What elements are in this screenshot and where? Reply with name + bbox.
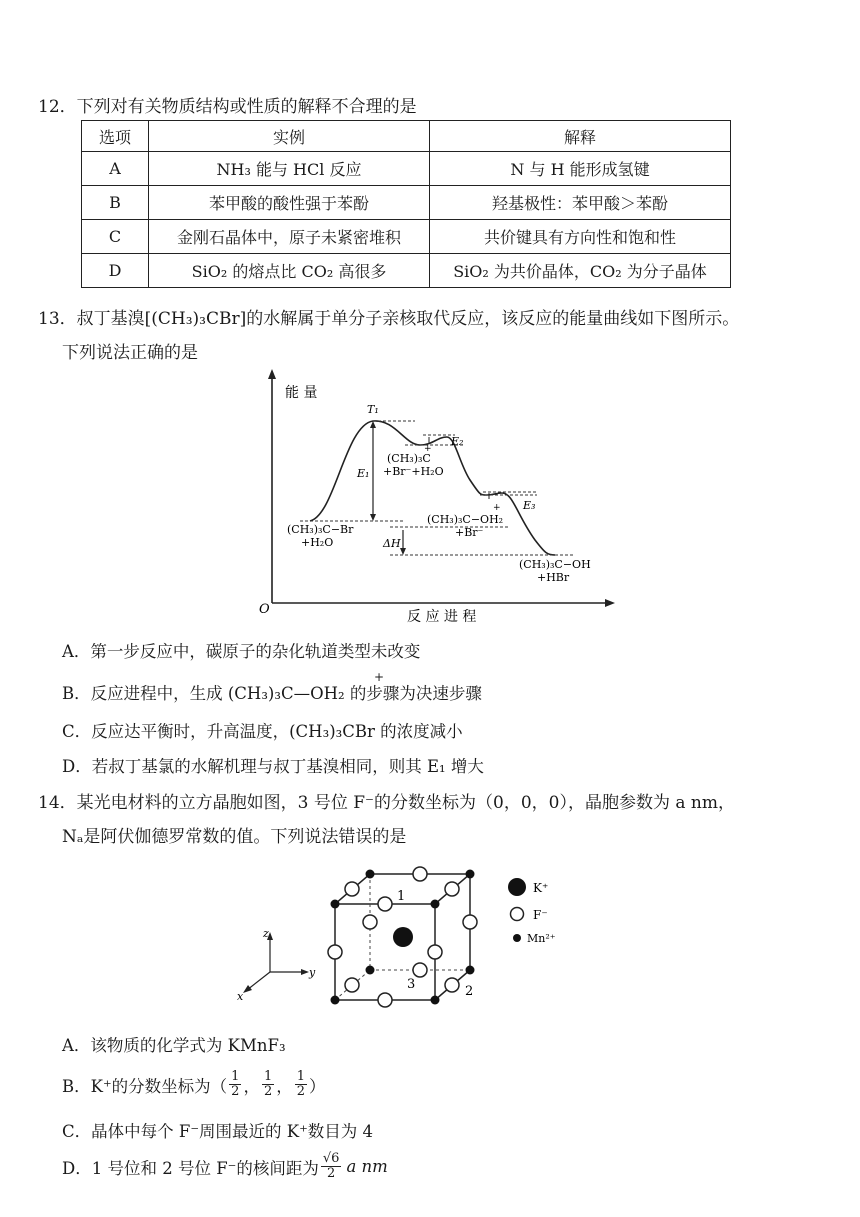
e3-label: E₃ [523,499,536,512]
q12-stem: 12．下列对有关物质结构或性质的解释不合理的是 [38,97,417,117]
legend-mn-label: Mn²⁺ [527,932,556,945]
table-row [82,152,731,186]
row-example: 苯甲酸的酸性强于苯酚 [149,186,430,220]
q13-option-b: B．反应进程中，生成 (CH₃)₃C—OH₂ 的步骤为决速步骤 [62,684,482,703]
origin-label: O [259,602,270,617]
header-example: 实例 [149,121,430,152]
x-axis-arrowhead [243,985,252,993]
table-row [82,186,731,220]
q13-option-d: D．若叔丁基氯的水解机理与叔丁基溴相同，则其 E₁ 增大 [62,757,484,776]
inter2-plus: + [493,503,501,513]
position-1-label: 1 [397,889,406,904]
x-axis-label: x [237,990,244,1003]
q14-option-b [62,1070,326,1099]
separator: ， [243,1076,260,1096]
q14-option-d-suffix: a nm [346,1157,388,1176]
q14-option-a: A．该物质的化学式为 KMnF₃ [62,1036,286,1055]
q14-stem-line2: Nₐ是阿伏伽德罗常数的值。下列说法错误的是 [62,827,407,847]
row-option: A [82,152,149,186]
legend-f-label: F⁻ [533,908,548,922]
product-label-2: +HBr [537,571,570,584]
row-explanation: 羟基极性：苯甲酸＞苯酚 [430,186,731,220]
q14-option-c: C．晶体中每个 F⁻周围最近的 K⁺数目为 4 [62,1122,374,1141]
energy-diagram [255,365,625,630]
row-example: 金刚石晶体中，原子未紧密堆积 [149,220,430,254]
y-axis-label: y [309,966,316,979]
e2-label: E₂ [451,435,464,448]
fraction-num: 1 [263,1069,273,1084]
row-option: C [82,220,149,254]
x-axis-label: 反 应 进 程 [407,609,477,625]
x-axis-arrow [605,599,615,607]
table-header-row [82,121,731,152]
table-row [82,254,731,288]
legend-k-label: K⁺ [533,881,549,895]
separator: ， [276,1076,293,1096]
position-2-label: 2 [465,984,474,999]
dh-label: ΔH [383,537,401,550]
q12-table [81,120,731,288]
inter1-label-2: +Br⁻+H₂O [383,465,444,478]
z-axis-label: z [263,927,269,940]
e1-label: E₁ [357,467,370,480]
legend-mn-icon [513,934,521,942]
q14-option-b-suffix: ） [309,1076,326,1096]
legend-k-icon [508,878,526,896]
legend-f-icon [511,908,524,921]
q13-option-a: A．第一步反应中，碳原子的杂化轨道类型未改变 [62,642,421,661]
k-ion [393,927,413,947]
fraction-den: 2 [263,1084,273,1099]
product-label-1: (CH₃)₃C−OH [519,558,591,571]
row-explanation: N 与 H 能形成氢键 [430,152,731,186]
q13-option-b-plus: + [374,670,385,684]
inter1-plus: + [424,444,432,454]
q13-stem-line1: 13．叔丁基溴[(CH₃)₃CBr]的水解属于单分子亲核取代反应，该反应的能量曲线如下图所示。 [38,309,740,329]
dh-arrowhead [400,548,406,555]
q14-stem-line1: 14．某光电材料的立方晶胞如图，3 号位 F⁻的分数坐标为（0，0，0），晶胞参数为 a nm， [38,793,735,813]
fraction [295,1070,307,1099]
fraction [321,1152,342,1181]
fraction-den: 2 [231,1084,240,1099]
x-axis-arrow [247,972,270,990]
fraction [262,1070,274,1099]
e1-arrowhead-down [370,514,376,521]
q14-option-d-prefix: D．1 号位和 2 号位 F⁻的核间距为 [62,1158,319,1178]
fraction-num: √6 [322,1151,340,1166]
q14-option-d [62,1152,388,1181]
fraction [229,1070,241,1099]
q14-option-b-prefix: B．K⁺的分数坐标为（ [62,1076,228,1096]
row-example: NH₃ 能与 HCl 反应 [149,152,430,186]
fraction-den: 2 [327,1166,336,1181]
crystal-cell-diagram [225,852,585,1017]
header-option: 选项 [82,121,149,152]
row-option: B [82,186,149,220]
y-axis-label: 能 量 [285,385,318,401]
y-axis-arrowhead [301,969,309,975]
q13-option-b-wrap [62,672,562,706]
q13-stem-line2: 下列说法正确的是 [62,343,198,363]
reactant-label-1: (CH₃)₃C−Br [287,523,354,536]
row-option: D [82,254,149,288]
q13-option-c: C．反应达平衡时，升高温度，(CH₃)₃CBr 的浓度减小 [62,722,463,741]
fraction-den: 2 [296,1084,306,1099]
table-row [82,220,731,254]
fraction-num: 1 [231,1069,240,1084]
inter2-label-2: +Br⁻ [455,526,484,539]
t1-label: T₁ [367,403,379,416]
row-example: SiO₂ 的熔点比 CO₂ 高很多 [149,254,430,288]
reactant-label-2: +H₂O [301,536,334,549]
inter1-label-1: (CH₃)₃C [387,452,431,465]
row-explanation: 共价键具有方向性和饱和性 [430,220,731,254]
position-3-label: 3 [407,977,416,992]
fraction-num: 1 [296,1069,306,1084]
row-explanation: SiO₂ 为共价晶体，CO₂ 为分子晶体 [430,254,731,288]
inter2-label-1: (CH₃)₃C−OH₂ [427,513,504,526]
header-explanation: 解释 [430,121,731,152]
y-axis-arrow [268,369,276,379]
